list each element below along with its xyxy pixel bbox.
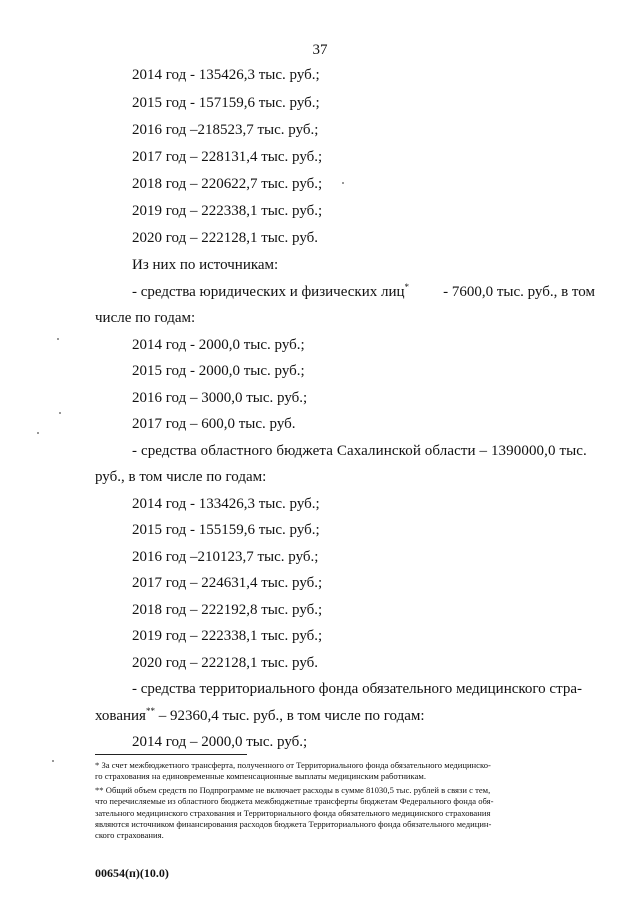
territorial-fund-line: - средства территориального фонда обязательного медицинского стра-	[132, 681, 582, 697]
footnote-separator	[95, 754, 247, 755]
scan-speck	[37, 432, 39, 434]
sources-heading: Из них по источникам:	[132, 257, 279, 273]
legal-funds-amount: - 7600,0 тыс. руб., в том	[443, 284, 595, 300]
footnote-line: что перечисляемые из областного бюджета межбюджетные трансферты бюджетам Федерального фонда обя-	[95, 796, 494, 807]
year-line: 2017 год – 228131,4 тыс. руб.;	[132, 149, 323, 165]
year-line: 2015 год - 155159,6 тыс. руб.;	[132, 522, 320, 538]
year-line: 2015 год - 157159,6 тыс. руб.;	[132, 95, 320, 111]
year-line: 2018 год – 222192,8 тыс. руб.;	[132, 602, 323, 618]
footnote-line: являются источником финансирования расходов бюджета Территориального фонда обязательного медицин-	[95, 818, 492, 829]
footnote-marker: **	[145, 706, 155, 716]
page-number: 37	[312, 42, 328, 58]
year-line: 2019 год – 222338,1 тыс. руб.;	[132, 203, 323, 219]
footnote-line: го страхования на единовременные компенсационные выплаты медицинским работникам.	[95, 771, 426, 782]
scan-speck	[342, 182, 344, 184]
footnote-line: * За счет межбюджетного трансферта, полученного от Территориального фонда обязательного медицинско-	[95, 760, 491, 770]
year-line: 2017 год – 224631,4 тыс. руб.;	[132, 575, 323, 591]
year-line: 2016 год – 3000,0 тыс. руб.;	[132, 390, 308, 406]
year-line: 2014 год - 135426,3 тыс. руб.;	[132, 67, 320, 83]
footnote-line: ** Общий объем средств по Подпрограмме не включает расходы в сумме 81030,5 тыс. рублей в связи с тем,	[95, 785, 491, 795]
footnote-1	[95, 760, 595, 783]
year-line: 2020 год – 222128,1 тыс. руб.	[132, 230, 319, 246]
year-line: 2018 год – 220622,7 тыс. руб.;	[132, 176, 323, 192]
document-code: 00654(п)(10.0)	[95, 866, 169, 880]
scan-speck	[57, 338, 59, 340]
regional-budget-line: - средства областного бюджета Сахалинской области – 1390000,0 тыс.	[132, 443, 587, 459]
footnote-2	[95, 785, 595, 841]
year-line: 2014 год - 2000,0 тыс. руб.;	[132, 337, 305, 353]
footnote-marker: *	[404, 282, 410, 292]
legal-funds-text: - средства юридических и физических лиц*	[132, 282, 410, 300]
regional-budget-continuation: руб., в том числе по годам:	[95, 469, 267, 485]
year-line: 2014 год – 2000,0 тыс. руб.;	[132, 734, 308, 750]
year-line: 2016 год –218523,7 тыс. руб.;	[132, 122, 319, 138]
year-line: 2014 год - 133426,3 тыс. руб.;	[132, 496, 320, 512]
scan-speck	[59, 412, 61, 414]
year-line: 2020 год – 222128,1 тыс. руб.	[132, 655, 319, 671]
territorial-fund-continuation: хования** – 92360,4 тыс. руб., в том числе по годам:	[95, 706, 425, 724]
legal-funds-continuation: числе по годам:	[95, 310, 196, 326]
scan-speck	[52, 760, 54, 762]
footnote-line: зательного медицинского страхования и Территориального фонда обязательного медицинского страхования	[95, 807, 491, 818]
year-line: 2015 год - 2000,0 тыс. руб.;	[132, 363, 305, 379]
legal-funds-line	[132, 283, 595, 301]
year-line: 2017 год – 600,0 тыс. руб.	[132, 416, 296, 432]
year-line: 2016 год –210123,7 тыс. руб.;	[132, 549, 319, 565]
footnote-line: ского страхования.	[95, 830, 164, 841]
year-line: 2019 год – 222338,1 тыс. руб.;	[132, 628, 323, 644]
